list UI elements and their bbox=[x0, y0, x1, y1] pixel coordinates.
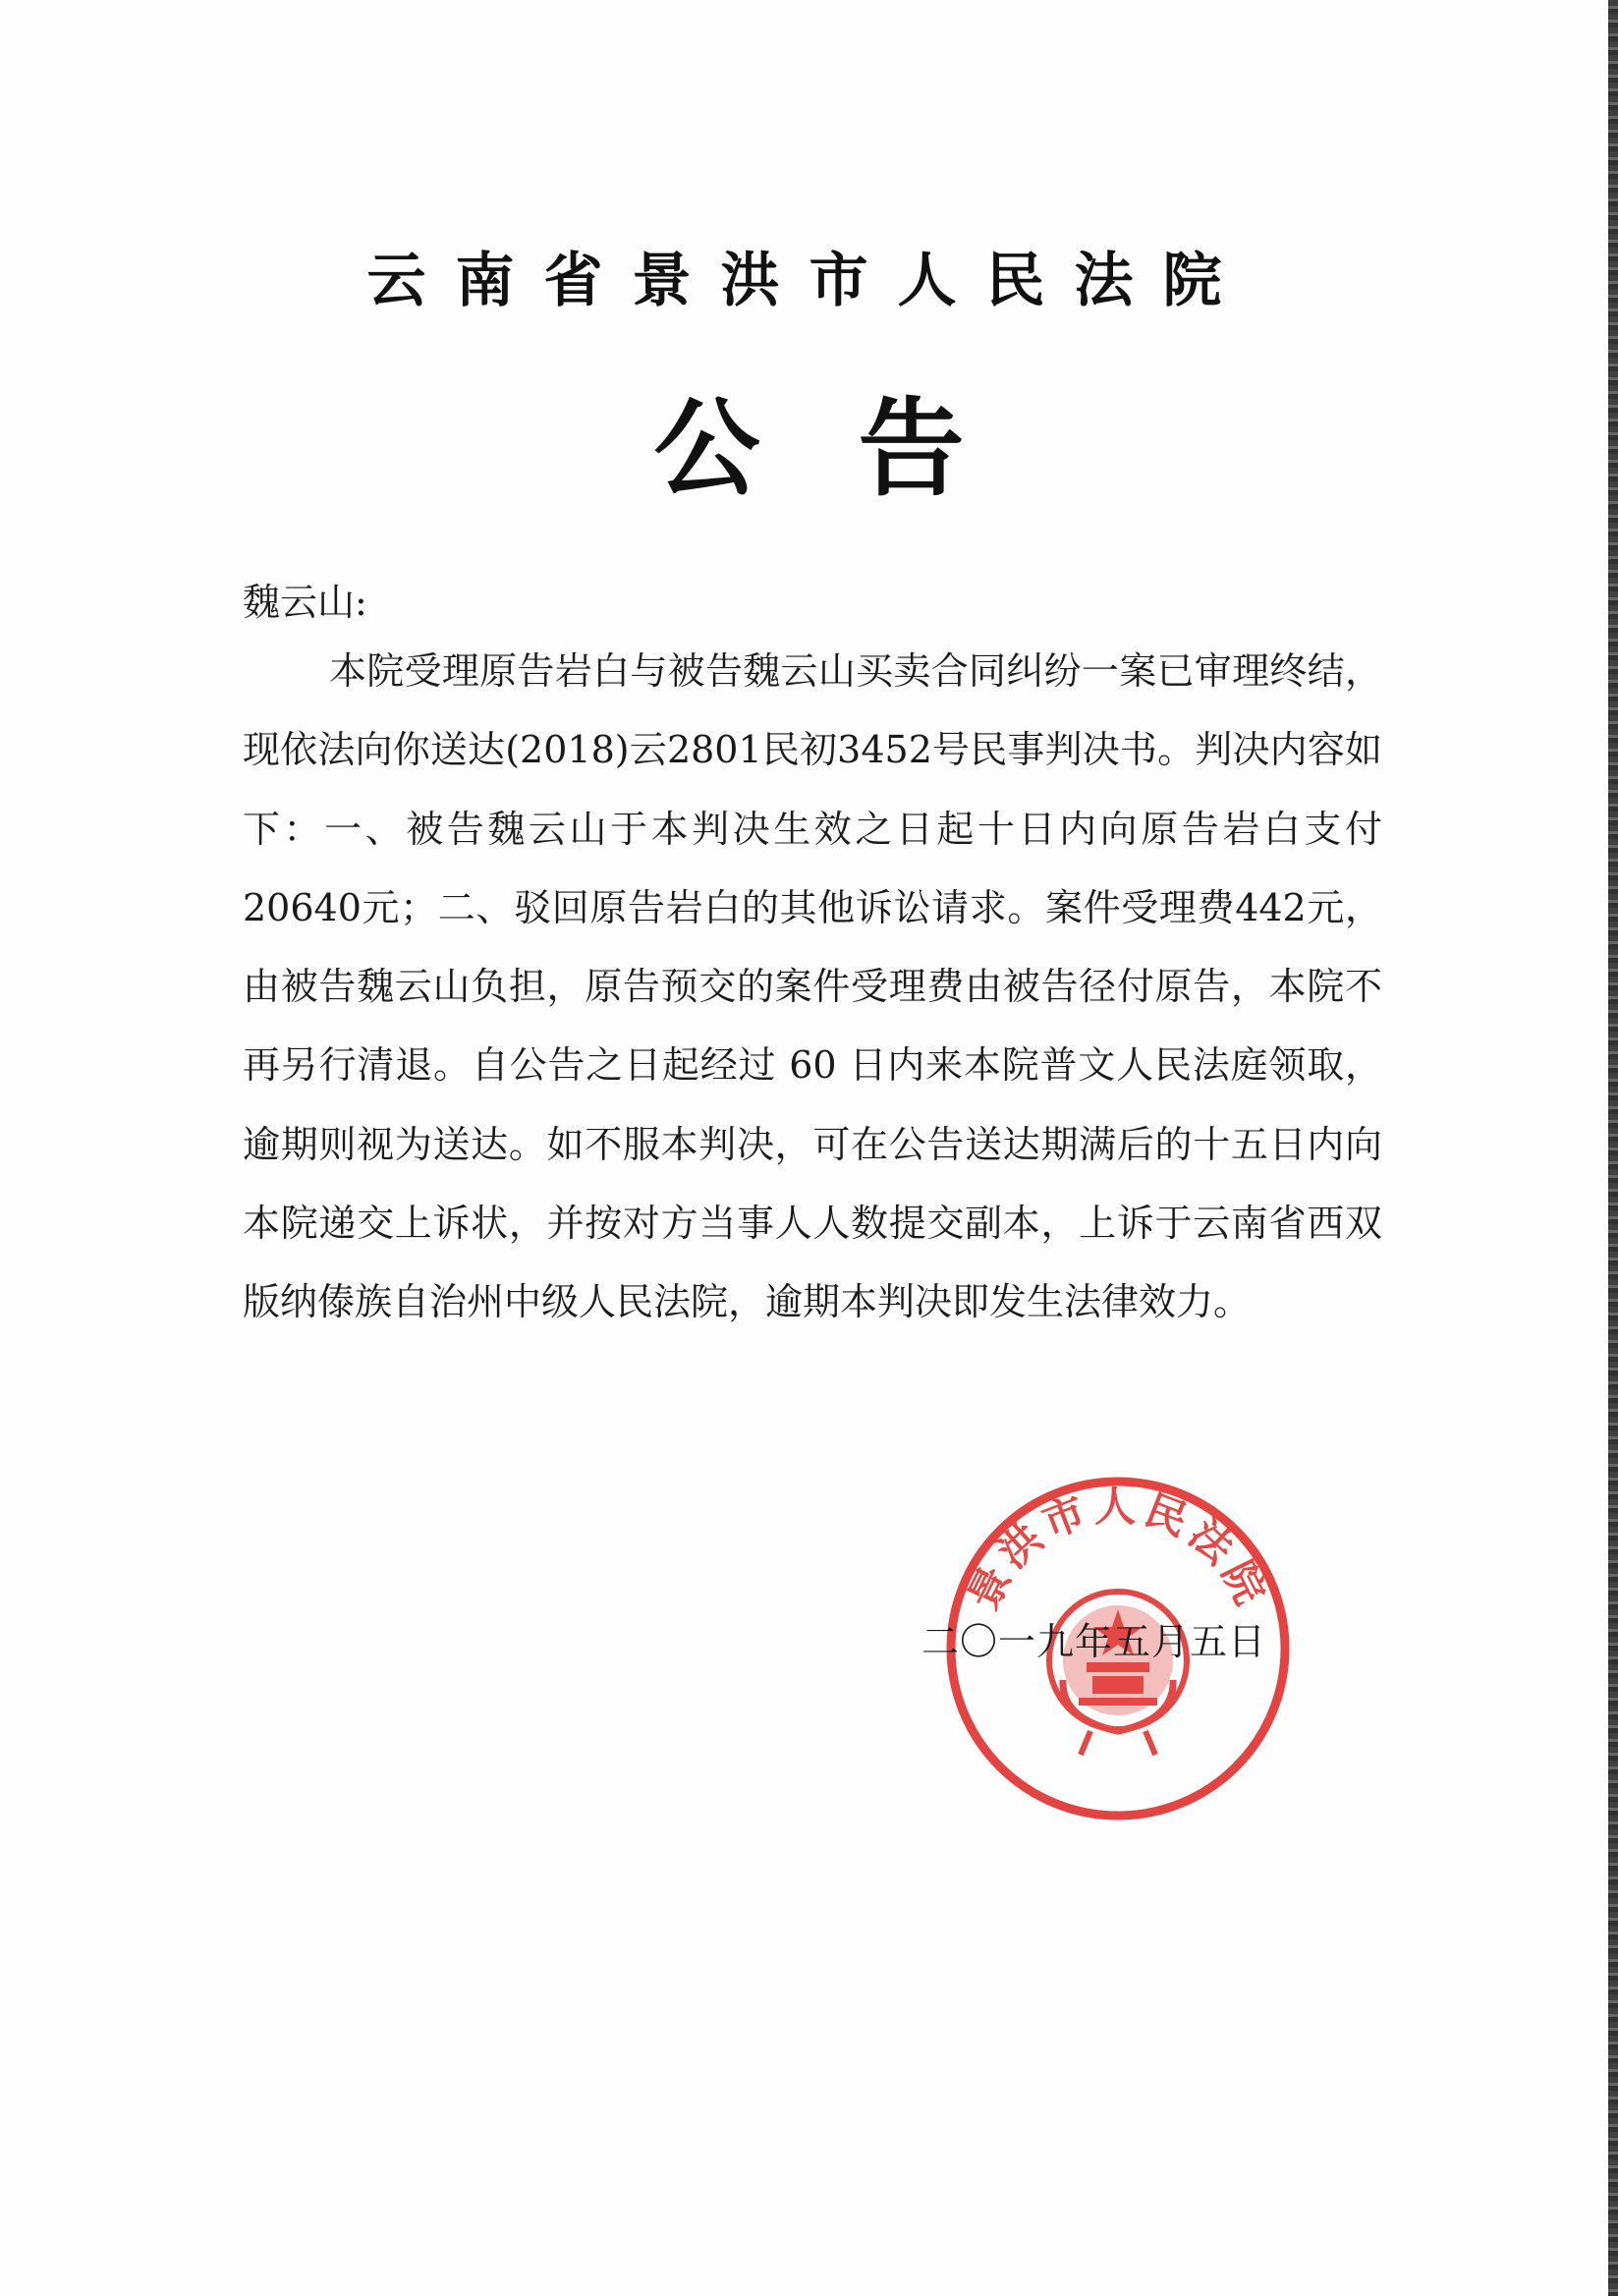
notice-body: 本院受理原告岩白与被告魏云山买卖合同纠纷一案已审理终结，现依法向你送达(2018)云2801民初3452号民事判决书。判决内容如下：一、被告魏云山于本判决生效之日起十日内向原告岩白支付20640元；二、驳回原告岩白的其他诉讼请求。案件受理费442元，由被告魏云山负担，原告预交的案件受理费由被告径付原告，本院不再另行清退。自公告之日起经过 60 日内来本院普文人民法庭领取，逾期则视为送达。如不服本判决，可在公告送达期满后的十五日内向本院递交上诉状，并按对方当事人人数提交副本，上诉于云南省西双版纳傣族自治州中级人民法院，逾期本判决即发生法律效力。 bbox=[243, 649, 1382, 1324]
seal-text: 景洪市人民法院 bbox=[959, 1483, 1277, 1617]
notice-title: 公告 bbox=[653, 387, 1063, 511]
court-name-heading: 云南省景洪市人民法院 bbox=[366, 247, 1252, 315]
svg-text:景洪市人民法院 bbox=[959, 1483, 1277, 1617]
notice-date: 二〇一九年五月五日 bbox=[921, 1620, 1267, 1663]
scan-edge-artifact bbox=[1608, 0, 1618, 2296]
addressee: 魏云山: bbox=[243, 581, 367, 624]
